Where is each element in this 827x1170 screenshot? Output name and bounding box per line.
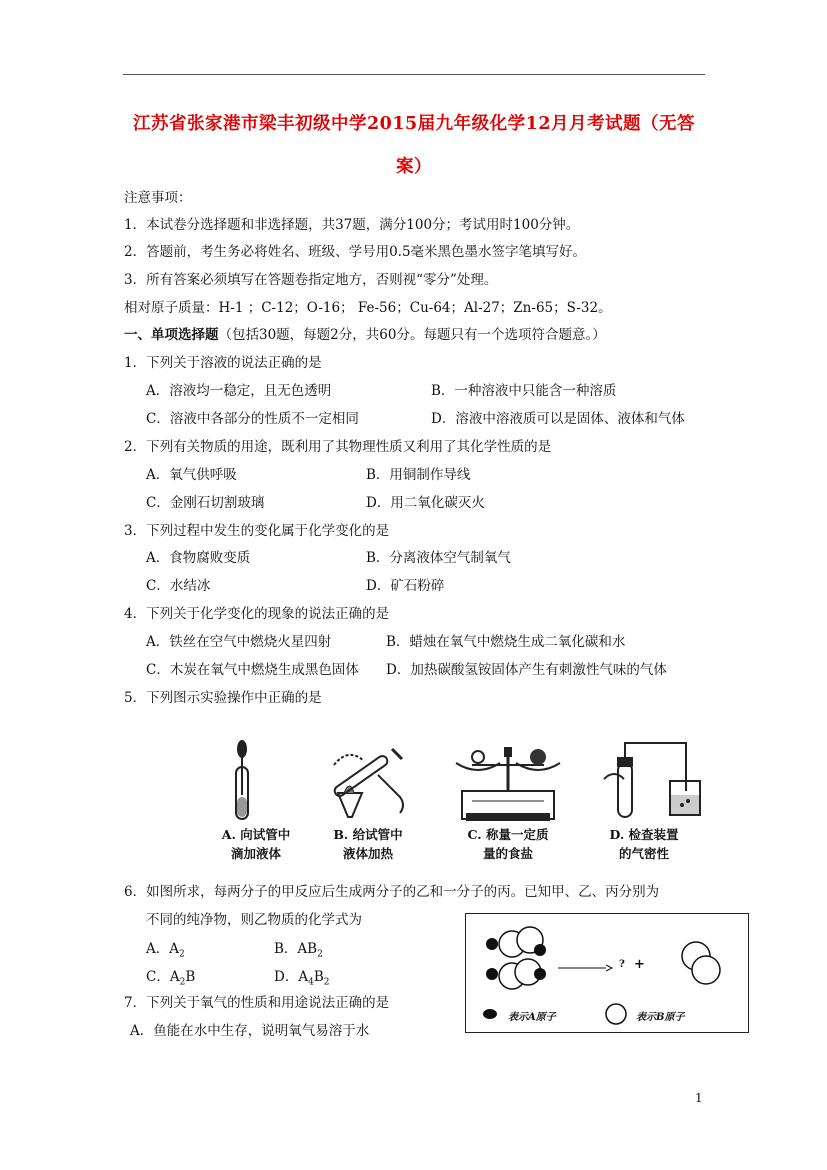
q1-option-a: A．溶液均一稳定，且无色透明 [146, 383, 332, 399]
q6-option-d-text: D．A [274, 969, 309, 985]
q5-figure-a [196, 735, 316, 865]
q4-option-b: B．蜡烛在氧气中燃烧生成二氧化碳和水 [386, 634, 626, 650]
q6-stem-line2: 不同的纯净物，则乙物质的化学式为 [146, 912, 362, 928]
q3-option-c: C．水结冰 [146, 578, 211, 594]
q3-stem: 3．下列过程中发生的变化属于化学变化的是 [124, 523, 390, 539]
q1-option-c: C．溶液中各部分的性质不一定相同 [146, 411, 359, 427]
q4-stem: 4．下列关于化学变化的现象的说法正确的是 [124, 606, 390, 622]
q6-option-c-text: C．A [146, 969, 180, 985]
q5-caption-a-line2: 滴加液体 [230, 846, 281, 861]
q6-option-b-sub: 2 [317, 949, 323, 960]
q1-option-d: D．溶液中溶液质可以是固体、液体和气体 [431, 411, 685, 427]
q6-option-a-text: A．A [146, 941, 179, 957]
q5-caption-b [308, 825, 428, 863]
doc-title-line1: 江苏省张家港市梁丰初级中学2015届九年级化学12月月考试题（无答 [132, 114, 696, 134]
q6-option-d [274, 968, 329, 992]
q6-option-d-sub1: 4 [308, 977, 314, 988]
q6-option-c-sub: 2 [179, 977, 186, 988]
q6-option-a-sub: 2 [179, 949, 185, 960]
heating-test-tube-illustration [308, 735, 428, 825]
doc-title-line2: 案） [396, 157, 432, 177]
page-number: 1 [695, 1091, 703, 1105]
note-3: 3．所有答案必须填写在答题卷指定地方，否则视“零分”处理。 [124, 272, 498, 288]
q3-option-b: B．分离液体空气制氧气 [366, 550, 511, 566]
q5-caption-c [448, 825, 568, 863]
q6-stem-line1: 6．如图所求，每两分子的甲反应后生成两分子的乙和一分子的丙。已知甲、乙、丙分别为 [124, 884, 660, 900]
q6-option-c-tail: B [185, 969, 196, 985]
q5-caption-d [584, 825, 704, 863]
q4-option-c: C．木炭在氧气中燃烧生成黑色固体 [146, 662, 359, 678]
q1-option-b: B．一种溶液中只能含一种溶质 [431, 383, 617, 399]
q5-caption-d-line1: D. 检查装置 [609, 827, 679, 842]
q3-option-a: A．食物腐败变质 [146, 550, 251, 566]
balance-scale-illustration [448, 735, 568, 825]
q6-option-c [146, 968, 195, 992]
header-rule [123, 74, 705, 75]
q1-stem: 1．下列关于溶液的说法正确的是 [124, 355, 322, 371]
q6-option-b-text: B．AB [274, 941, 318, 957]
q5-caption-b-line2: 液体加热 [342, 846, 393, 861]
q6-option-b [274, 940, 323, 964]
q6-legend-a: 表示A原子 [508, 1012, 556, 1023]
q6-option-d-sub2: 2 [323, 977, 330, 988]
section-label: 一、单项选择题 [124, 327, 219, 343]
q5-caption-c-line1: C. 称量一定质 [467, 827, 549, 842]
q5-figure-d [584, 735, 704, 865]
q2-option-c: C．金刚石切割玻璃 [146, 495, 265, 511]
q2-option-d: D．用二氧化碳灭火 [366, 495, 485, 511]
q5-caption-c-line2: 量的食盐 [482, 846, 533, 861]
q5-caption-a [196, 825, 316, 863]
q5-stem: 5．下列图示实验操作中正确的是 [124, 690, 322, 706]
q7-option-a: A．鱼能在水中生存，说明氧气易溶于水 [130, 1023, 370, 1039]
q6-plus-sign: + [634, 957, 645, 972]
q5-figure-c [448, 735, 568, 865]
q5-caption-b-line1: B. 给试管中 [333, 827, 403, 842]
q2-stem: 2．下列有关物质的用途，既利用了其物理性质又利用了其化学性质的是 [124, 439, 552, 455]
q5-figure-b [308, 735, 428, 865]
notes-heading: 注意事项： [124, 190, 192, 206]
q5-caption-a-line1: A. 向试管中 [221, 827, 291, 842]
atomic-masses: 相对原子质量：H-1 ；C-12；O-16； Fe-56；Cu-64；Al-27；Zn-65；S-32。 [124, 300, 612, 316]
q6-option-a [146, 940, 185, 964]
q2-option-a: A．氧气供呼吸 [146, 467, 237, 483]
q2-option-b: B．用铜制作导线 [366, 467, 471, 483]
note-2: 2．答题前，考生务必将姓名、班级、学号用0.5毫米黑色墨水签字笔填写好。 [124, 244, 587, 260]
section-desc: （包括30题，每题2分，共60分。每题只有一个选项符合题意。） [218, 327, 606, 343]
dropper-test-tube-illustration [196, 735, 316, 825]
q6-molecule-diagram [465, 913, 749, 1033]
note-1: 1．本试卷分选择题和非选择题，共37题，满分100分；考试用时100分钟。 [124, 217, 580, 233]
q4-option-d: D．加热碳酸氢铵固体产生有刺激性气味的气体 [386, 662, 667, 678]
q6-legend-b: 表示B原子 [636, 1012, 685, 1023]
q7-stem: 7．下列关于氧气的性质和用途说法正确的是 [124, 995, 390, 1011]
q6-question-mark: ? [619, 959, 625, 970]
q4-option-a: A．铁丝在空气中燃烧火星四射 [146, 634, 332, 650]
section-heading [124, 326, 606, 344]
airtightness-check-illustration [584, 735, 704, 825]
q5-caption-d-line2: 的气密性 [618, 846, 669, 861]
q6-option-d-mid: B [313, 969, 324, 985]
q5-figures [196, 735, 706, 865]
q3-option-d: D．矿石粉碎 [366, 578, 445, 594]
